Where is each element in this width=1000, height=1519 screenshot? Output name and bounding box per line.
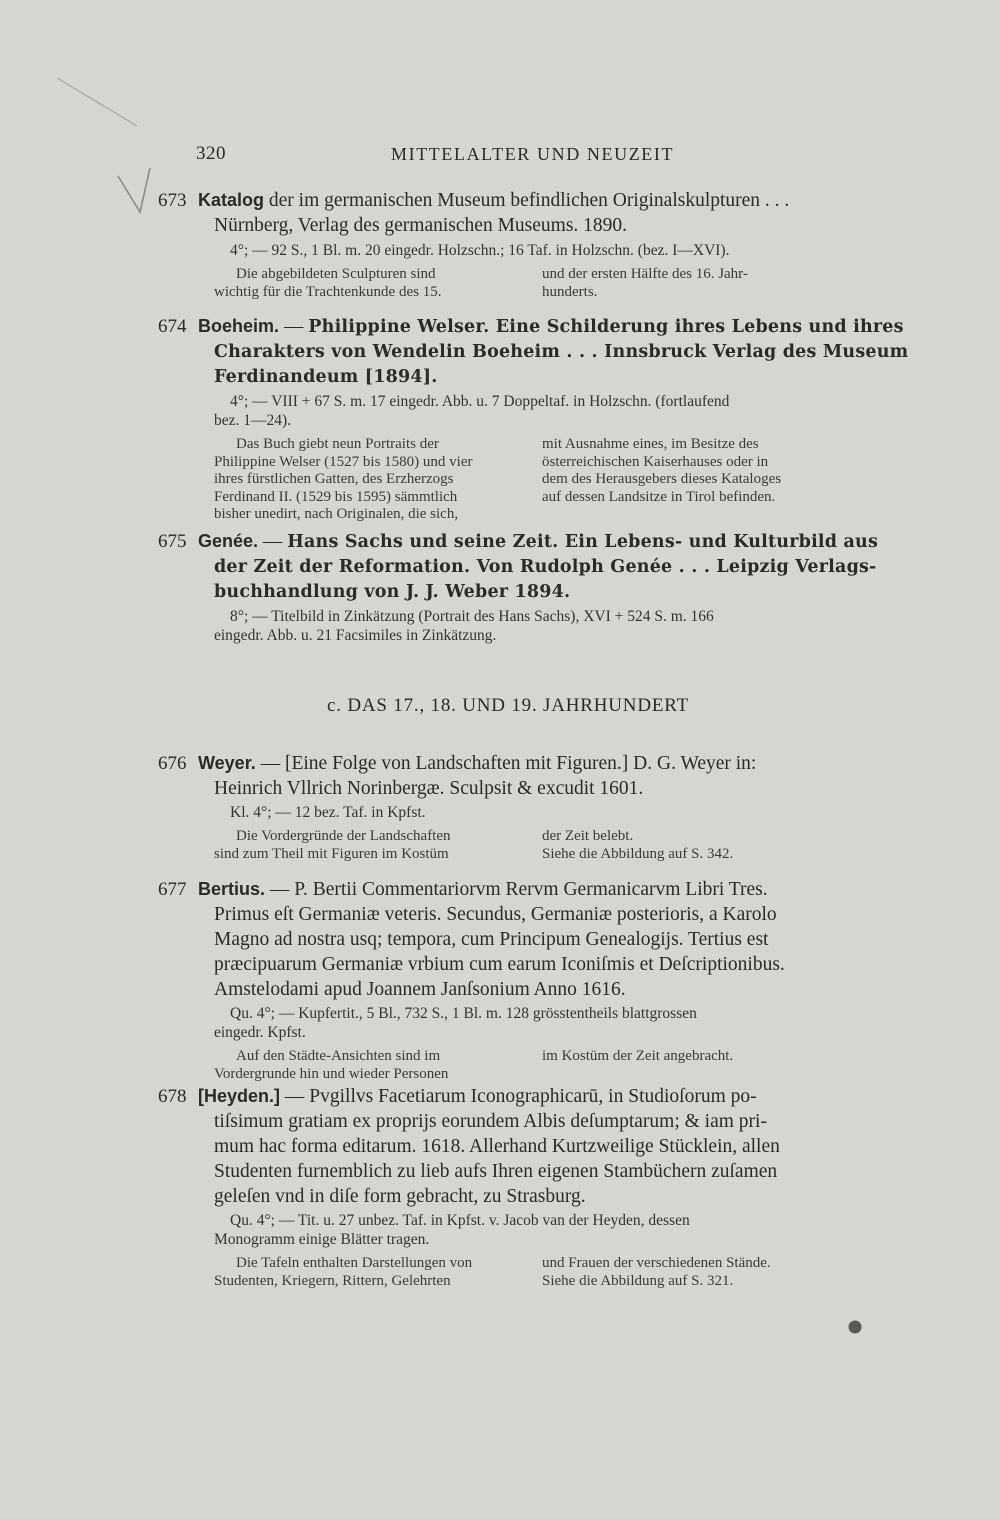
entry-title-line xyxy=(158,877,870,902)
ink-spot xyxy=(846,1318,864,1336)
entry-title-line xyxy=(158,188,870,213)
entry-title-line: Heinrich Vllrich Norinbergæ. Sculpsit & excudit 1601. xyxy=(214,778,644,799)
pencil-stroke xyxy=(55,72,145,132)
entry-collation: eingedr. Kpfst. xyxy=(214,1024,306,1041)
entry-title-line xyxy=(158,751,870,776)
entry-collation: Monogramm einige Blätter tragen. xyxy=(214,1231,430,1248)
entry-headword: Bertius. xyxy=(198,879,266,899)
entry-title-text: — [Eine Folge von Landschaften mit Figuren.] D. G. Weyer in: xyxy=(255,753,757,774)
entry-dash: — xyxy=(258,531,288,552)
entry-title-fraktur: Hans Sachs und seine Zeit. Ein Lebens- und Kulturbild aus xyxy=(287,532,879,552)
note-line: Siehe die Abbildung auf S. 321. xyxy=(542,1272,734,1289)
section-heading: c. DAS 17., 18. UND 19. JAHRHUNDERT xyxy=(327,695,689,716)
note-line: mit Ausnahme eines, im Besitze des xyxy=(542,436,759,452)
note-line: sind zum Theil mit Figuren im Kostüm xyxy=(214,845,449,862)
entry-title-line: Nürnberg, Verlag des germanischen Museums. 1890. xyxy=(214,215,628,236)
entry-title-line: Studenten furnemblich zu lieb aufs Ihren eigenen Stambüchern zuſamen xyxy=(214,1161,778,1182)
entry-note xyxy=(158,1048,870,1083)
entry-note xyxy=(158,436,870,524)
entry-title-line: Charakters von Wendelin Boeheim . . . Innsbruck Verlag des Museum xyxy=(214,342,909,362)
note-line: Die Tafeln enthalten Darstellungen von xyxy=(236,1255,473,1271)
note-line: österreichischen Kaiserhauses oder in xyxy=(542,453,769,470)
entry-note xyxy=(158,828,870,863)
catalog-entry-676 xyxy=(158,751,870,863)
entry-collation: Kl. 4°; — 12 bez. Taf. in Kpfst. xyxy=(230,804,426,821)
entry-title-line: mum hac forma editarum. 1618. Allerhand Kurtzweilige Stücklein, allen xyxy=(214,1136,780,1157)
note-line: Philippine Welser (1527 bis 1580) und vier xyxy=(214,453,473,470)
entry-title-line xyxy=(158,1084,870,1109)
note-line: der Zeit belebt. xyxy=(542,828,634,844)
pencil-mark xyxy=(110,160,160,220)
entry-title-line: geleſen vnd in diſe form gebracht, zu Strasburg. xyxy=(214,1186,586,1207)
entry-number: 676 xyxy=(158,753,187,774)
note-line: hunderts. xyxy=(542,283,598,300)
entry-number: 677 xyxy=(158,879,187,900)
running-title: MITTELALTER UND NEUZEIT xyxy=(391,144,675,164)
catalog-entry-673 xyxy=(158,188,870,301)
note-line: auf dessen Landsitze in Tirol befinden. xyxy=(542,488,776,505)
catalog-entry-675 xyxy=(158,529,879,645)
note-line: Studenten, Kriegern, Rittern, Gelehrten xyxy=(214,1272,451,1289)
entry-title-text: — P. Bertii Commentariorvm Rervm Germanicarvm Libri Tres. xyxy=(265,879,768,900)
entry-collation: 4°; — 92 S., 1 Bl. m. 20 eingedr. Holzschn.; 16 Taf. in Holzschn. (bez. I—XVI). xyxy=(230,242,730,259)
entry-number: 675 xyxy=(158,531,187,552)
entry-note xyxy=(158,1255,870,1290)
entry-title-text: — Pvgillvs Facetiarum Iconographicarū, in Studioſorum po- xyxy=(280,1086,757,1107)
entry-dash: — xyxy=(279,316,309,337)
note-line: im Kostüm der Zeit angebracht. xyxy=(542,1048,734,1064)
entry-collation: 8°; — Titelbild in Zinkätzung (Portrait des Hans Sachs), XVI + 524 S. m. 166 xyxy=(230,608,714,625)
entry-headword: Katalog xyxy=(198,190,265,210)
entry-title-line: tiſsimum gratiam ex proprijs eorundem Albis deſumptarum; & iam pri- xyxy=(214,1111,767,1132)
entry-title-fraktur: Philippine Welser. Eine Schilderung ihres Lebens und ihres xyxy=(308,317,904,337)
note-line: bisher unedirt, nach Originalen, die sich, xyxy=(214,506,459,522)
entry-title-line: der Zeit der Reformation. Von Rudolph Genée . . . Leipzig Verlags- xyxy=(214,557,877,577)
entry-title-line xyxy=(158,529,879,555)
entry-headword: Boeheim. xyxy=(198,316,280,336)
entry-headword: [Heyden.] xyxy=(198,1086,281,1106)
catalog-entry-678 xyxy=(158,1084,870,1290)
entry-title-line: Magno ad nostra usq; tempora, cum Principum Genealogijs. Tertius est xyxy=(214,929,769,950)
entry-collation: Qu. 4°; — Kupfertit., 5 Bl., 732 S., 1 Bl. m. 128 grösstentheils blattgrossen xyxy=(230,1005,697,1022)
entry-title-line: præcipuarum Germaniæ vrbium cum earum Iconiſmis et Deſcriptionibus. xyxy=(214,954,785,975)
entry-title-line: Amstelodami apud Joannem Janſsonium Anno 1616. xyxy=(214,979,626,1000)
entry-title-line: Primus eſt Germaniæ veteris. Secundus, Germaniæ posterioris, a Karolo xyxy=(214,904,777,925)
note-line: Vordergrunde hin und wieder Personen xyxy=(214,1065,449,1082)
note-line: Siehe die Abbildung auf S. 342. xyxy=(542,845,734,862)
note-line: und der ersten Hälfte des 16. Jahr- xyxy=(542,266,748,282)
entry-number: 678 xyxy=(158,1086,187,1107)
entry-collation: 4°; — VIII + 67 S. m. 17 eingedr. Abb. u. 7 Doppeltaf. in Holzschn. (fortlaufend xyxy=(230,393,730,410)
note-line: wichtig für die Trachtenkunde des 15. xyxy=(214,283,442,300)
entry-collation: Qu. 4°; — Tit. u. 27 unbez. Taf. in Kpfst. v. Jacob van der Heyden, dessen xyxy=(230,1212,690,1229)
note-line: Das Buch giebt neun Portraits der xyxy=(236,436,439,452)
entry-number: 673 xyxy=(158,190,187,211)
entry-title-line xyxy=(158,314,904,340)
note-line: dem des Herausgebers dieses Kataloges xyxy=(542,471,782,487)
entry-number: 674 xyxy=(158,316,187,337)
entry-title-text: der im germanischen Museum befindlichen Originalskulpturen . . . xyxy=(264,190,790,211)
note-line: Ferdinand II. (1529 bis 1595) sämmtlich xyxy=(214,488,458,505)
entry-title-line: buchhandlung von J. J. Weber 1894. xyxy=(214,582,571,602)
entry-note xyxy=(158,266,870,301)
entry-collation: bez. 1—24). xyxy=(214,412,292,429)
note-line: Auf den Städte-Ansichten sind im xyxy=(236,1048,441,1064)
entry-headword: Genée. xyxy=(198,531,259,551)
entry-headword: Weyer. xyxy=(198,753,256,773)
entry-title-line: Ferdinandeum [1894]. xyxy=(214,367,438,387)
note-line: und Frauen der verschiedenen Stände. xyxy=(542,1255,771,1271)
catalog-entry-677 xyxy=(158,877,870,1083)
note-line: Die abgebildeten Sculpturen sind xyxy=(236,266,436,282)
page-header xyxy=(196,143,864,167)
page-number: 320 xyxy=(196,143,226,164)
note-line: ihres fürstlichen Gatten, des Erzherzogs xyxy=(214,471,454,487)
note-line: Die Vordergründe der Landschaften xyxy=(236,828,451,844)
catalog-entry-674 xyxy=(158,314,909,524)
entry-collation: eingedr. Abb. u. 21 Facsimiles in Zinkätzung. xyxy=(214,627,497,644)
